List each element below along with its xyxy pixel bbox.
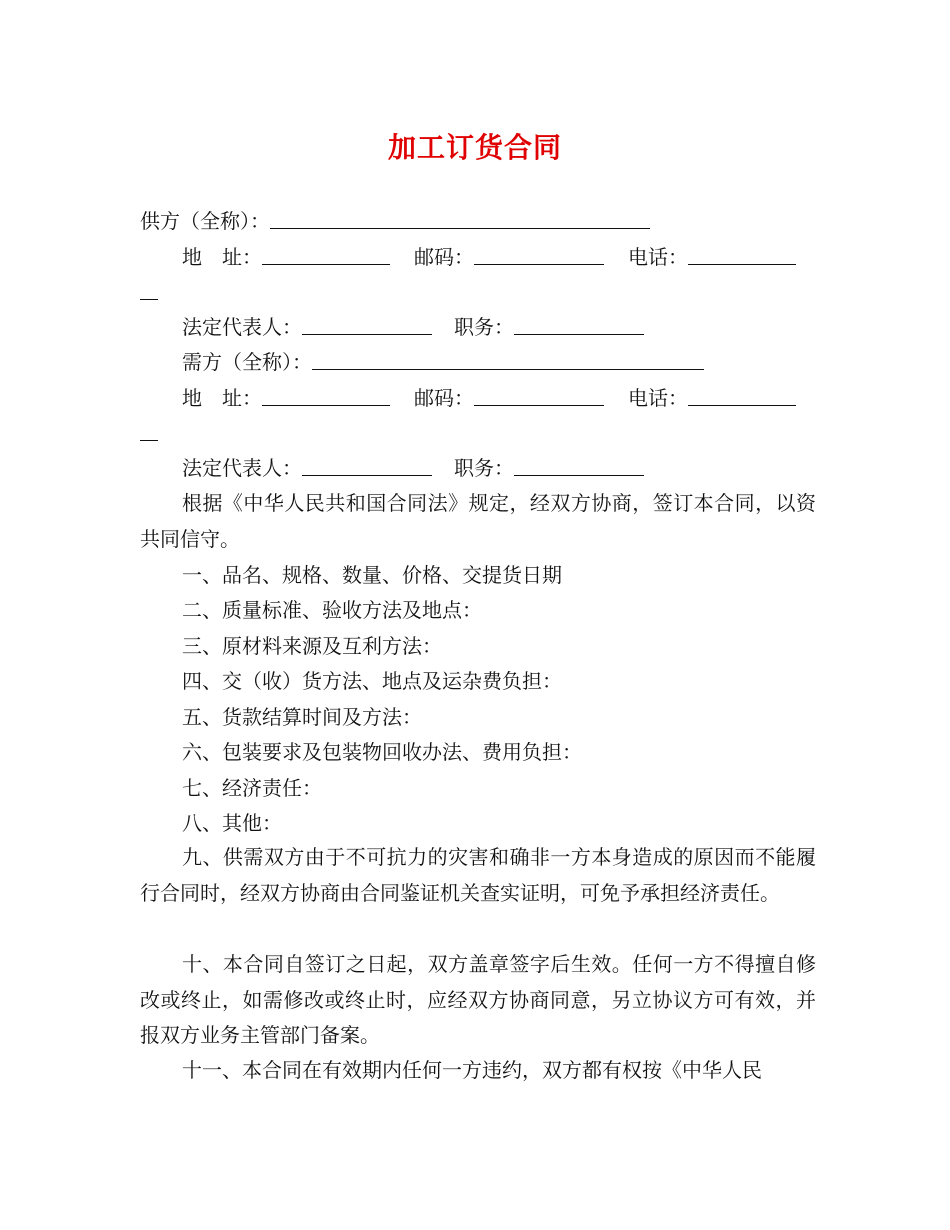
supplier-rep-label: 法定代表人： — [182, 315, 302, 339]
supplier-position-blank — [514, 309, 644, 335]
supplier-position-label: 职务： — [454, 315, 514, 339]
clause-item: 二、质量标准、验收方法及地点： — [182, 598, 482, 622]
clause-item: 三、原材料来源及互利方法： — [182, 634, 442, 658]
buyer-rep-blank — [302, 450, 432, 476]
supplier-name-row — [140, 203, 650, 239]
buyer-address-label: 地 址： — [182, 386, 262, 410]
clause-item: 八、其他： — [182, 811, 282, 835]
clause-item: 一、品名、规格、数量、价格、交提货日期 — [182, 563, 562, 587]
supplier-address-row — [182, 239, 796, 275]
buyer-name-row — [182, 344, 704, 380]
clause-9-paragraph: 九、供需双方由于不可抗力的灾害和确非一方本身造成的原因而不能履行合同时，经双方协商由合同鉴证机关查实证明，可免予承担经济责任。 — [140, 845, 816, 905]
supplier-rep-row — [182, 309, 644, 345]
buyer-address-row — [182, 380, 796, 416]
supplier-postcode-label: 邮码： — [414, 245, 474, 269]
buyer-phone-label: 电话： — [628, 386, 688, 410]
buyer-position-blank — [514, 450, 644, 476]
buyer-address-blank — [262, 380, 390, 406]
clause-item: 七、经济责任： — [182, 776, 322, 800]
clause-item: 六、包装要求及包装物回收办法、费用负担： — [182, 740, 582, 764]
buyer-name-blank — [312, 344, 704, 370]
buyer-rep-row — [182, 450, 644, 486]
clause-item: 五、货款结算时间及方法： — [182, 705, 422, 729]
supplier-phone-blank — [688, 239, 796, 265]
supplier-name-label: 供方（全称）： — [140, 209, 270, 233]
buyer-phone-blank-continued — [140, 440, 158, 441]
buyer-postcode-blank — [474, 380, 604, 406]
supplier-name-blank — [270, 203, 650, 229]
buyer-phone-blank — [688, 380, 796, 406]
supplier-address-label: 地 址： — [182, 245, 262, 269]
supplier-phone-label: 电话： — [628, 245, 688, 269]
supplier-rep-blank — [302, 309, 432, 335]
buyer-position-label: 职务： — [454, 456, 514, 480]
intro-paragraph: 根据《中华人民共和国合同法》规定，经双方协商，签订本合同，以资共同信守。 — [140, 491, 816, 551]
buyer-name-label: 需方（全称）： — [182, 350, 312, 374]
page-title: 加工订货合同 — [387, 131, 562, 164]
supplier-address-blank — [262, 239, 390, 265]
buyer-rep-label: 法定代表人： — [182, 456, 302, 480]
supplier-phone-blank-continued — [140, 299, 158, 300]
clause-10-paragraph: 十、本合同自签订之日起，双方盖章签字后生效。任何一方不得擅自修改或终止，如需修改或终止时，应经双方协商同意，另立协议方可有效，并报双方业务主管部门备案。 — [140, 952, 816, 1047]
clause-item: 四、交（收）货方法、地点及运杂费负担： — [182, 669, 562, 693]
buyer-postcode-label: 邮码： — [414, 386, 474, 410]
clause-11-paragraph: 十一、本合同在有效期内任何一方违约，双方都有权按《中华人民 — [182, 1058, 762, 1082]
supplier-postcode-blank — [474, 239, 604, 265]
